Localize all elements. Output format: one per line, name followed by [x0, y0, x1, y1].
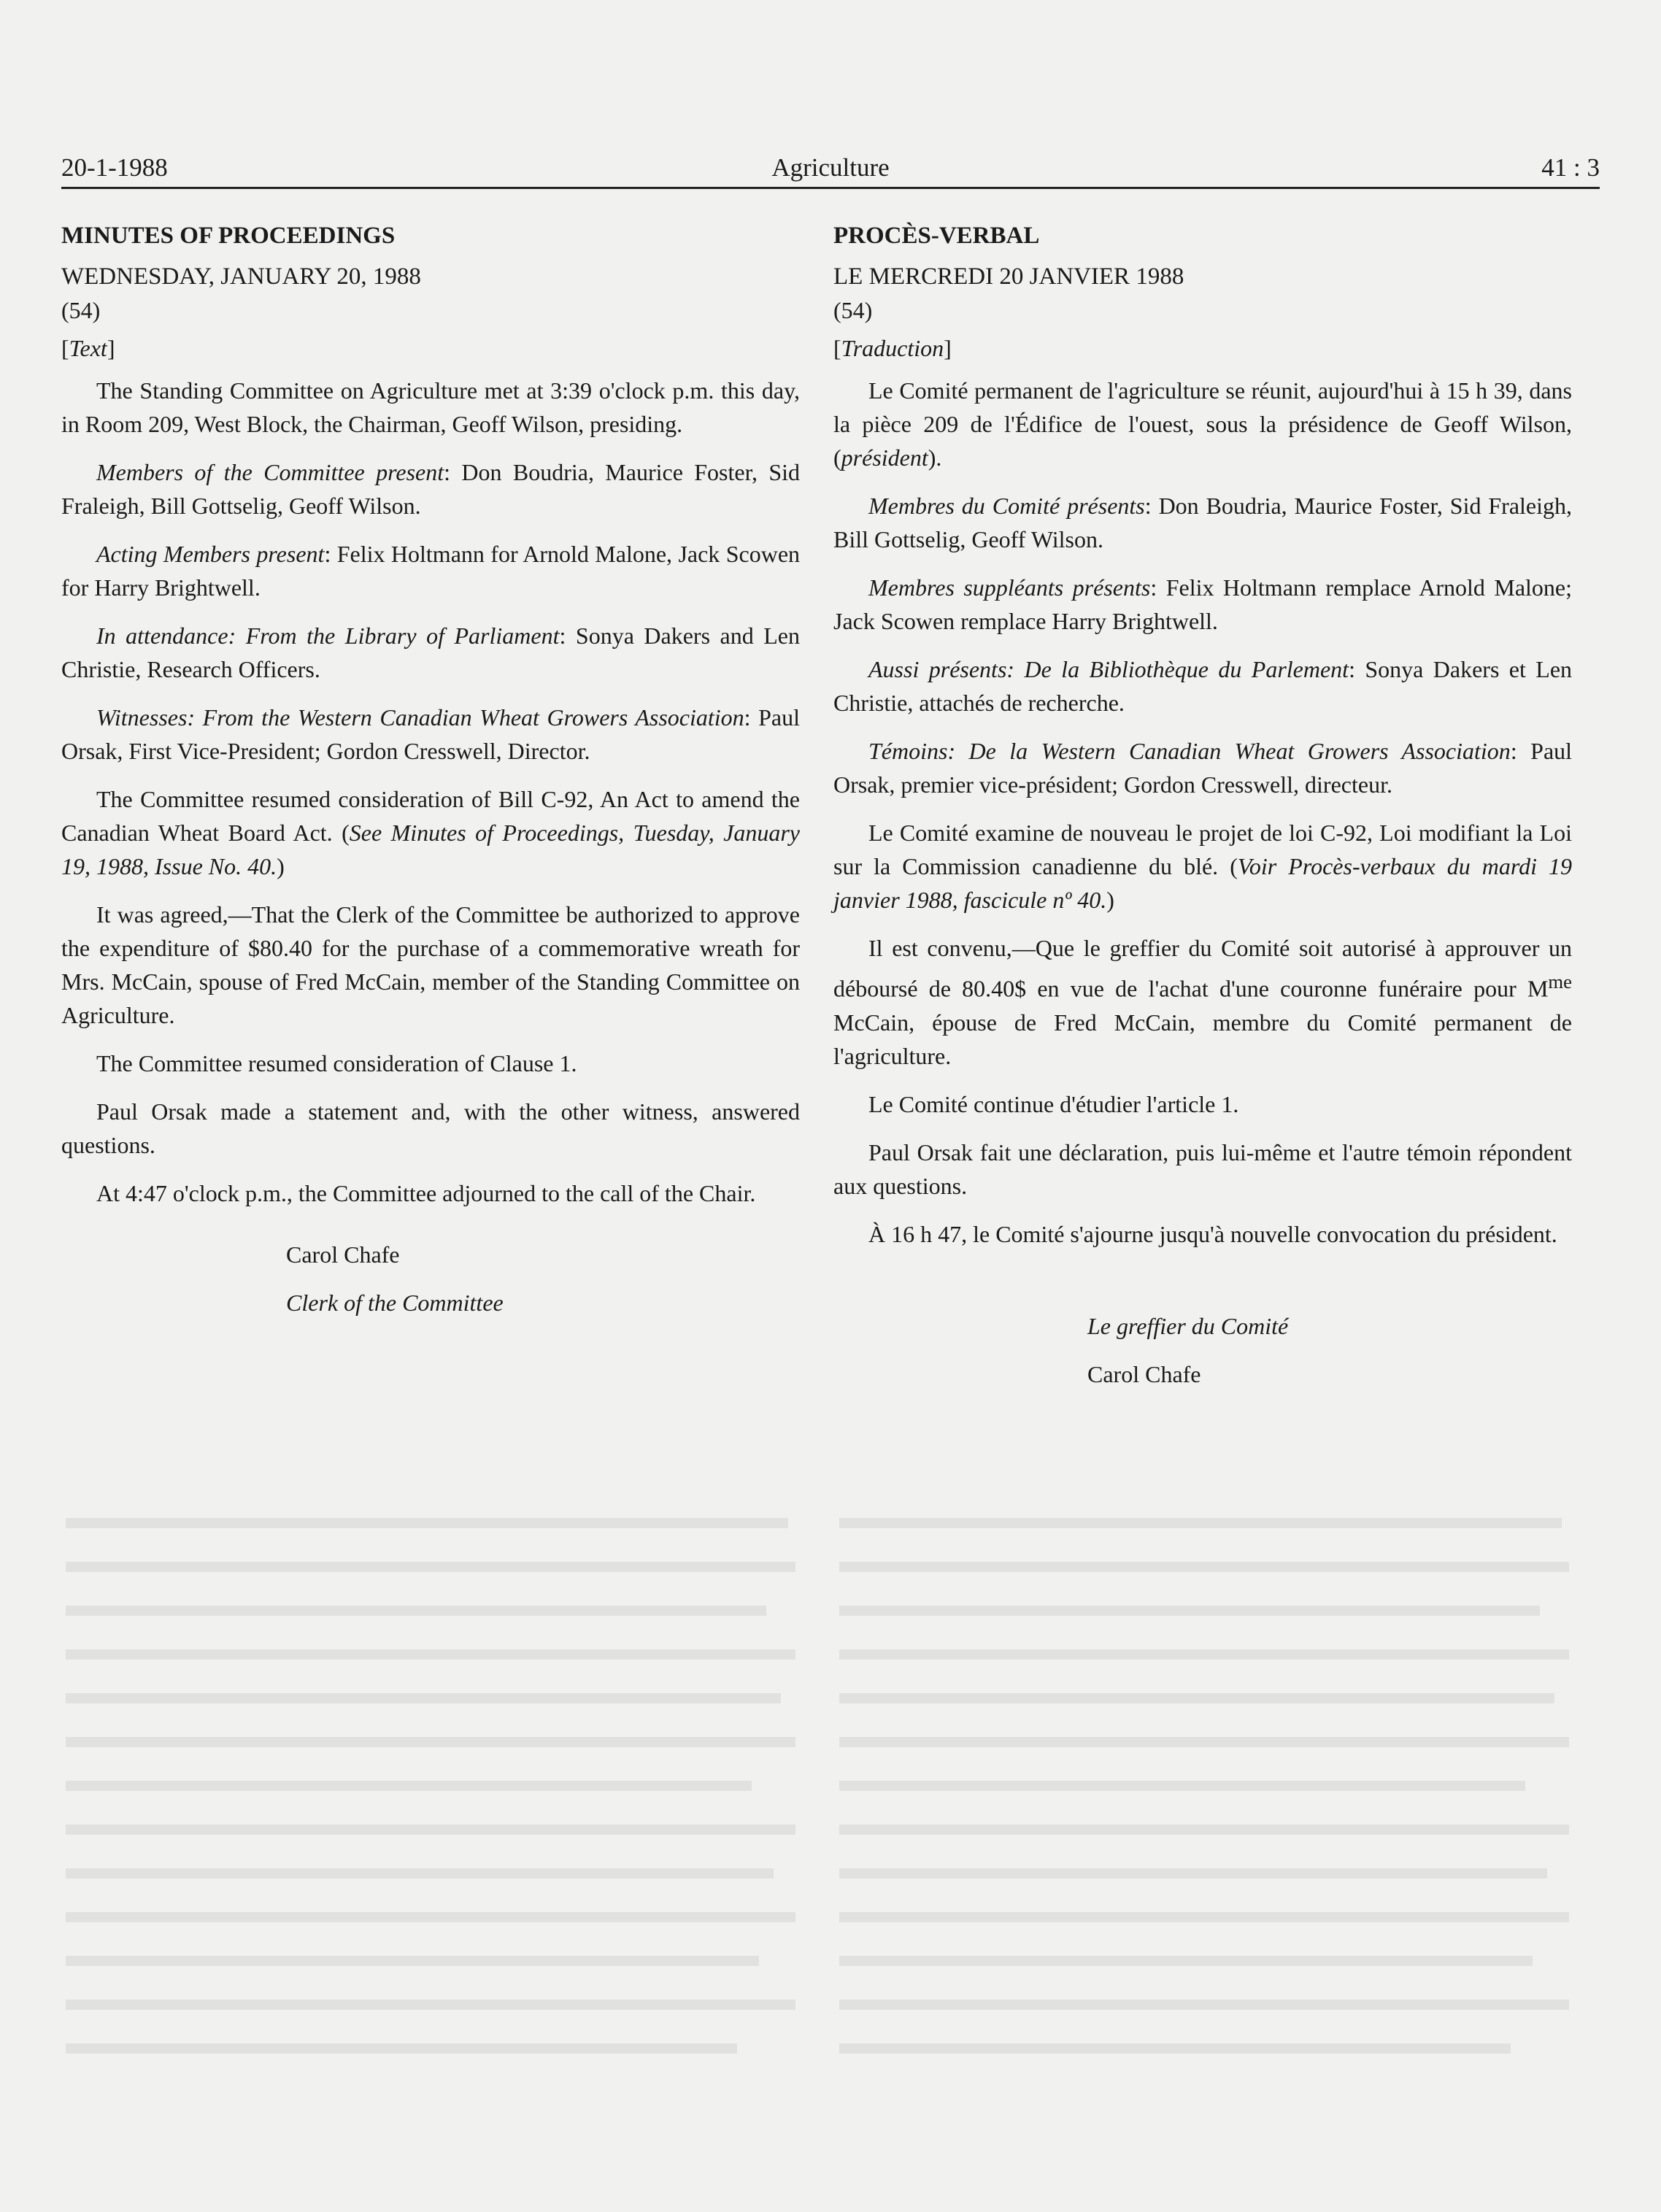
english-clause-paragraph: The Committee resumed consideration of Clause 1.: [96, 1050, 577, 1076]
header-page-number: 41 : 3: [1541, 153, 1600, 182]
french-resumed-bill-paragraph: Le Comité examine de nouveau le projet de loi C-92, Loi modifiant la Loi sur la Commission canadienne du blé. (Voir Procès-verbaux du mardi 19 janvier 1988, fascicule nº 40.): [833, 820, 1573, 913]
french-signature-title: Le greffier du Comité: [1087, 1312, 1289, 1339]
english-agreed-paragraph: It was agreed,—That the Clerk of the Committee be authorized to approve the expenditure of $80.40 for the purchase of a commemorative wreath for Mrs. McCain, spouse of Fred McCain, member of the Standing Committee on Agriculture.: [61, 901, 800, 1028]
english-acting-paragraph: Acting Members present: Felix Holtmann for Arnold Malone, Jack Scowen for Harry Brightwell.: [61, 541, 801, 601]
english-signature-block: [61, 1238, 800, 1319]
header-date: 20-1-1988: [61, 153, 168, 182]
french-adjourned-paragraph: À 16 h 47, le Comité s'ajourne jusqu'à nouvelle convocation du président.: [868, 1220, 1557, 1247]
english-witnesses-paragraph: Witnesses: From the Western Canadian Wheat Growers Association: Paul Orsak, First Vice-President; Gordon Cresswell, Director.: [61, 704, 800, 764]
english-members-label: Members of the Committee present: [96, 459, 444, 485]
french-sitting-number: (54): [833, 297, 873, 323]
french-column: [833, 219, 1572, 1406]
french-signature-block: [833, 1309, 1572, 1391]
english-signature-title: Clerk of the Committee: [286, 1290, 504, 1316]
french-statement-paragraph: Paul Orsak fait une déclaration, puis lui-même et l'autre témoin répondent aux questions.: [833, 1138, 1572, 1199]
french-acting-paragraph: Membres suppléants présents: Felix Holtmann remplace Arnold Malone; Jack Scowen remplace Harry Brightwell.: [833, 574, 1573, 634]
french-meeting-paragraph: Le Comité permanent de l'agriculture se réunit, aujourd'hui à 15 h 39, dans la pièce 209 de l'Édifice de l'ouest, sous la présidence de Geoff Wilson, (président).: [833, 377, 1572, 471]
english-statement-paragraph: Paul Orsak made a statement and, with the other witness, answered questions.: [61, 1098, 800, 1158]
french-language-note: [Traduction]: [833, 335, 952, 361]
english-resumed-bill-paragraph: The Committee resumed consideration of Bill C-92, An Act to amend the Canadian Wheat Board Act. (See Minutes of Proceedings, Tuesday, January 19, 1988, Issue No. 40.): [61, 786, 800, 879]
english-acting-label: Acting Members present: [96, 541, 325, 567]
french-witnesses-paragraph: Témoins: De la Western Canadian Wheat Growers Association: Paul Orsak, premier vice-président; Gordon Cresswell, directeur.: [833, 738, 1573, 798]
header-rule: [61, 187, 1600, 189]
english-attendance-paragraph: In attendance: From the Library of Parliament: Sonya Dakers and Len Christie, Research Officers.: [61, 623, 801, 682]
english-signature-name: Carol Chafe: [286, 1241, 400, 1268]
english-heading: MINUTES OF PROCEEDINGS: [61, 223, 396, 249]
french-members-paragraph: Membres du Comité présents: Don Boudria, Maurice Foster, Sid Fraleigh, Bill Gottselig, Geoff Wilson.: [833, 493, 1573, 552]
french-clause-paragraph: Le Comité continue d'étudier l'article 1.: [868, 1090, 1239, 1117]
header-title: Agriculture: [771, 153, 890, 182]
french-signature-name: Carol Chafe: [1087, 1360, 1201, 1387]
english-column: [61, 219, 800, 1334]
english-adjourned-paragraph: At 4:47 o'clock p.m., the Committee adjourned to the call of the Chair.: [96, 1180, 756, 1206]
french-heading: PROCÈS-VERBAL: [833, 223, 1040, 249]
english-language-note: [Text]: [61, 335, 115, 361]
english-meeting-paragraph: The Standing Committee on Agriculture met at 3:39 o'clock p.m. this day, in Room 209, West Block, the Chairman, Geoff Wilson, presiding.: [61, 377, 800, 437]
english-members-paragraph: Members of the Committee present: Don Boudria, Maurice Foster, Sid Fraleigh, Bill Gottselig, Geoff Wilson.: [61, 459, 801, 519]
running-header: [61, 150, 1600, 185]
english-sitting-number: (54): [61, 297, 101, 323]
french-date-line: LE MERCREDI 20 JANVIER 1988: [833, 263, 1184, 290]
french-agreed-paragraph: Il est convenu,—Que le greffier du Comité soit autorisé à approuver un déboursé de 80.40$ en vue de l'achat d'une couronne funéraire pour $M^{me}$ McCain, épouse de Fred McCain, membre du Comité permanent de l'agriculture.: [833, 935, 1572, 1069]
english-date-line: WEDNESDAY, JANUARY 20, 1988: [61, 263, 421, 290]
french-attendance-paragraph: Aussi présents: De la Bibliothèque du Parlement: Sonya Dakers et Len Christie, attachés de recherche.: [833, 656, 1573, 716]
